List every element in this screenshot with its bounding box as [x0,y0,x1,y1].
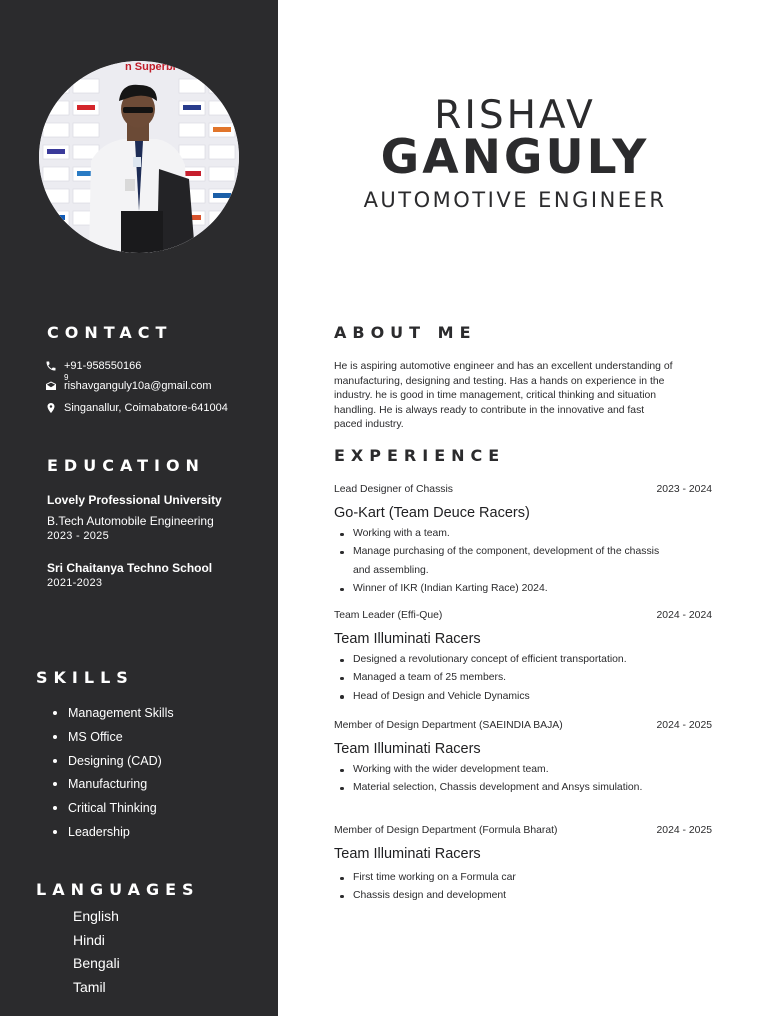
location-pin-icon [45,402,57,414]
contact-address [45,402,228,414]
experience-org: Team Illuminati Racers [334,741,481,757]
about-heading: ABOUT ME [334,323,477,342]
experience-org: Team Illuminati Racers [334,631,481,647]
experience-role-row [334,824,712,838]
profile-photo-image [39,61,239,253]
address-text: Singanallur, Coimabatore-641004 [64,402,228,414]
experience-bullet: Working with a team. [334,525,712,543]
experience-bullet: Chassis design and development [334,887,712,905]
experience-bullet-continuation: and assembling. [353,564,429,576]
sidebar [0,0,278,1016]
experience-bullets [334,525,712,599]
education-school-2: Sri Chaitanya Techno School [47,561,213,575]
experience-role: Team Leader (Effi-Que) [334,610,443,621]
skill-item: MS Office [53,727,174,751]
experience-bullets [334,761,712,798]
language-item: English [73,908,119,924]
education-years-1: 2023 - 2025 [47,530,110,542]
languages-list [73,905,120,1000]
job-title: AUTOMOTIVE ENGINEER [363,188,667,212]
experience-years: 2024 - 2024 [656,610,712,621]
contact-email [45,380,212,392]
experience-bullet: Head of Design and Vehicle Dynamics [334,688,712,706]
about-line: manufacturing, designing and testing. Has a hands on experience in the [334,375,665,387]
experience-role-row [334,483,712,497]
last-name: GANGULY [380,130,650,185]
experience-bullet: Working with the wider development team. [334,761,712,779]
education-years-2: 2021-2023 [47,577,103,589]
photo-banner-text: n Superbi [125,61,176,73]
experience-entry-4 [334,824,712,906]
language-item: Tamil [73,979,106,996]
education-school-1: Lovely Professional University [47,493,222,507]
phone-overflow-digit: 9 [64,373,69,382]
skill-item: Designing (CAD) [53,751,174,775]
experience-bullets [334,651,712,706]
experience-bullet: Manage purchasing of the component, development of the chassis [334,543,712,561]
experience-role-row [334,719,712,733]
languages-heading: LANGUAGES [36,880,200,899]
language-item: Bengali [73,955,120,972]
experience-entry-1 [334,483,712,599]
profile-photo [39,61,239,253]
experience-role-row [334,609,712,623]
experience-bullet: Managed a team of 25 members. [334,669,712,687]
experience-bullet: Material selection, Chassis development and Ansys simulation. [334,779,712,797]
contact-heading: CONTACT [47,323,173,342]
experience-heading: EXPERIENCE [334,446,506,465]
phone-icon [45,360,57,372]
about-line: paced industry. [334,419,404,430]
skill-item: Leadership [53,822,174,846]
skills-heading: SKILLS [36,668,134,687]
about-paragraph [334,360,714,433]
experience-role: Member of Design Department (Formula Bharat) [334,825,558,836]
skill-item: Management Skills [53,703,174,727]
envelope-icon [45,380,57,392]
experience-years: 2024 - 2025 [656,720,712,731]
experience-years: 2023 - 2024 [656,484,712,495]
phone-text[interactable]: +91-958550166 [64,360,142,372]
language-item: Hindi [73,931,105,948]
skill-item: Critical Thinking [53,798,174,822]
skill-item: Manufacturing [53,774,174,798]
experience-entry-2 [334,609,712,706]
experience-entry-3 [334,719,712,798]
about-line: handling. He is always ready to contribute in the innovative and fast [334,404,645,416]
experience-bullets [334,869,712,906]
about-line: He is aspiring automotive engineer and has an excellent understanding of [334,361,673,372]
first-name: RISHAV [434,93,596,138]
education-degree-1: B.Tech Automobile Engineering [47,514,214,528]
experience-org: Team Illuminati Racers [334,846,481,862]
email-text[interactable]: rishavganguly10a@gmail.com [64,380,212,392]
about-line: industry. he is good in time management, critical thinking and situation [334,390,657,401]
education-heading: EDUCATION [47,456,205,475]
experience-role: Lead Designer of Chassis [334,484,453,495]
experience-bullet: Winner of IKR (Indian Karting Race) 2024. [334,580,712,598]
experience-years: 2024 - 2025 [656,825,712,836]
experience-bullet: Designed a revolutionary concept of efficient transportation. [334,651,712,669]
skills-list [53,703,174,846]
contact-phone [45,360,141,372]
experience-role: Member of Design Department (SAEINDIA BAJA) [334,720,563,731]
experience-bullet: First time working on a Formula car [334,869,712,887]
experience-org: Go-Kart (Team Deuce Racers) [334,505,530,521]
